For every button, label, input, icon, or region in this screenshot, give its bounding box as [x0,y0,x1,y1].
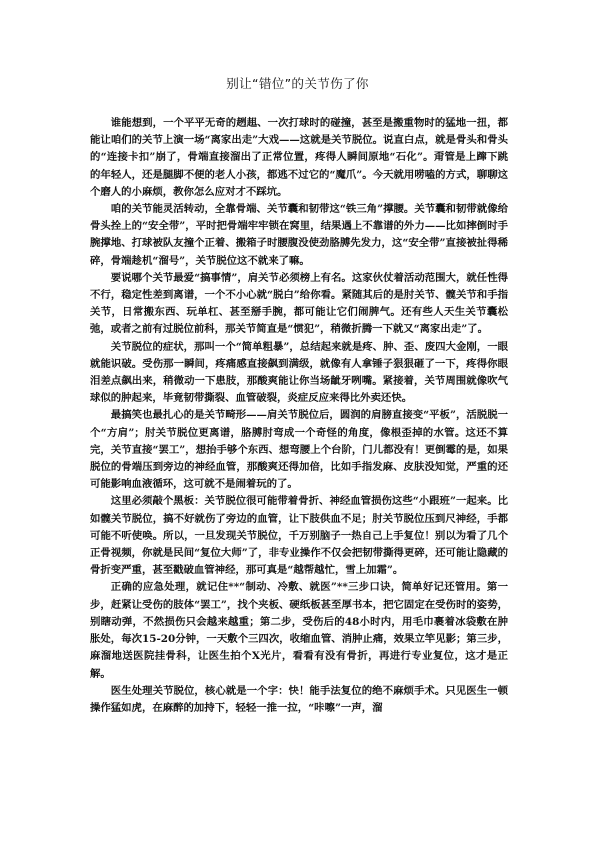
paragraph: 正确的应急处理，就记住**“制动、冷敷、就医”**三步口诀，简单好记还管用。第一步，赶紧让受伤的肢体“罢工”，找个夹板、硬纸板甚至厚书本，把它固定在受伤时的姿势，别瞎动弹，不然损伤只会越来越重；第二步，受伤后的48小时内，用毛巾裹着冰袋敷在肿胀处，每次15-20分钟，一天敷个三四次，收缩血管、消肿止痛，效果立竿见影；第三步，麻溜地送医院挂骨科，让医生拍个X光片，看看有没有骨折，再进行专业复位，这才是正解。 [90,581,508,680]
document-title: 别让“错位”的关节伤了你 [226,76,369,91]
paragraph: 谁能想到，一个平平无奇的趔趄、一次打球时的碰撞，甚至是搬重物时的猛地一扭，都能让咱们的关节上演一场“离家出走”大戏——这就是关节脱位。说直白点，就是骨头和骨头的“连接卡扣”崩了，骨端直接溜出了正常位置，疼得人瞬间原地“石化”。甭管是上蹿下跳的年轻人，还是腿脚不便的老人小孩，都逃不过它的“魔爪”。今天就用唠嗑的方式，聊聊这个磨人的小麻烦，教你怎么应对才不踩坑。 [90,117,508,198]
paragraph: 最搞笑也最扎心的是关节畸形——肩关节脱位后，圆润的肩膀直接变“平板”，活脱脱一个“方肩”；肘关节脱位更离谱，胳膊肘弯成一个奇怪的角度，像根歪掉的水管。这还不算完，关节直接“罢工”，想抬手够个东西、想弯腰上个台阶，门儿都没有！更倒霉的是，如果脱位的骨端压到旁边的神经血管，那酸爽还得加倍，比如手指发麻、皮肤没知觉，严重的还可能影响血液循环，这可就不是闹着玩的了。 [90,409,508,491]
paragraph: 咱的关节能灵活转动，全靠骨端、关节囊和韧带这“铁三角”撑腰。关节囊和韧带就像给骨头拴上的“安全带”，平时把骨端牢牢锁在窝里，结果遇上不靠谱的外力——比如摔倒时手腕撑地、打球被队友撞个正着、搬箱子时腰腹没使劲胳膊先发力，这“安全带”直接被扯得稀碎，骨端趁机“溜号”，关节脱位这不就来了嘛。 [90,203,508,267]
paragraph: 要说哪个关节最爱“搞事情”，肩关节必须榜上有名。这家伙仗着活动范围大，就任性得不行，稳定性差到离谱，一个不小心就“脱白”给你看。紧随其后的是肘关节、髋关节和手指关节，日常搬东西、玩单杠、甚至掰手腕，都可能让它们闹脾气。还有些人天生关节囊松弛，或者之前有过脱位前科，那关节简直是“惯犯”，稍微折腾一下就又“离家出走”了。 [90,271,508,336]
paragraph: 这里必须敲个黑板：关节脱位很可能带着骨折、神经血管损伤这些“小跟班”一起来。比如髋关节脱位，搞不好就伤了旁边的血管，让下肢供血不足；肘关节脱位压到尺神经，手都可能不听使唤。所以，一旦发现关节脱位，千万别脑子一热自己上手复位！别以为看了几个正骨视频，你就是民间“复位大师”了，非专业操作不仅会把韧带撕得更碎，还可能让隐藏的骨折变严重，甚至戳破血管神经，那可真是“越帮越忙，雪上加霜”。 [90,495,508,577]
paragraph: 关节脱位的症状，那叫一个“简单粗暴”，总结起来就是疼、肿、歪、废四大金刚，一眼就能识破。受伤那一瞬间，疼痛感直接飙到满级，就像有人拿锤子狠狠砸了一下，疼得你眼泪差点飙出来，稍微动一下患肢，那酸爽能让你当场龇牙咧嘴。紧接着，关节周围就像吹气球似的肿起来，毕竟韧带撕裂、血管破裂，炎症反应来得比外卖还快。 [90,340,508,405]
paragraph: 医生处理关节脱位，核心就是一个字：快！能手法复位的绝不麻烦手术。只见医生一顿操作猛如虎，在麻醉的加持下，轻轻一推一拉，“咔嚓”一声，溜 [90,684,508,714]
document-body [90,115,508,717]
